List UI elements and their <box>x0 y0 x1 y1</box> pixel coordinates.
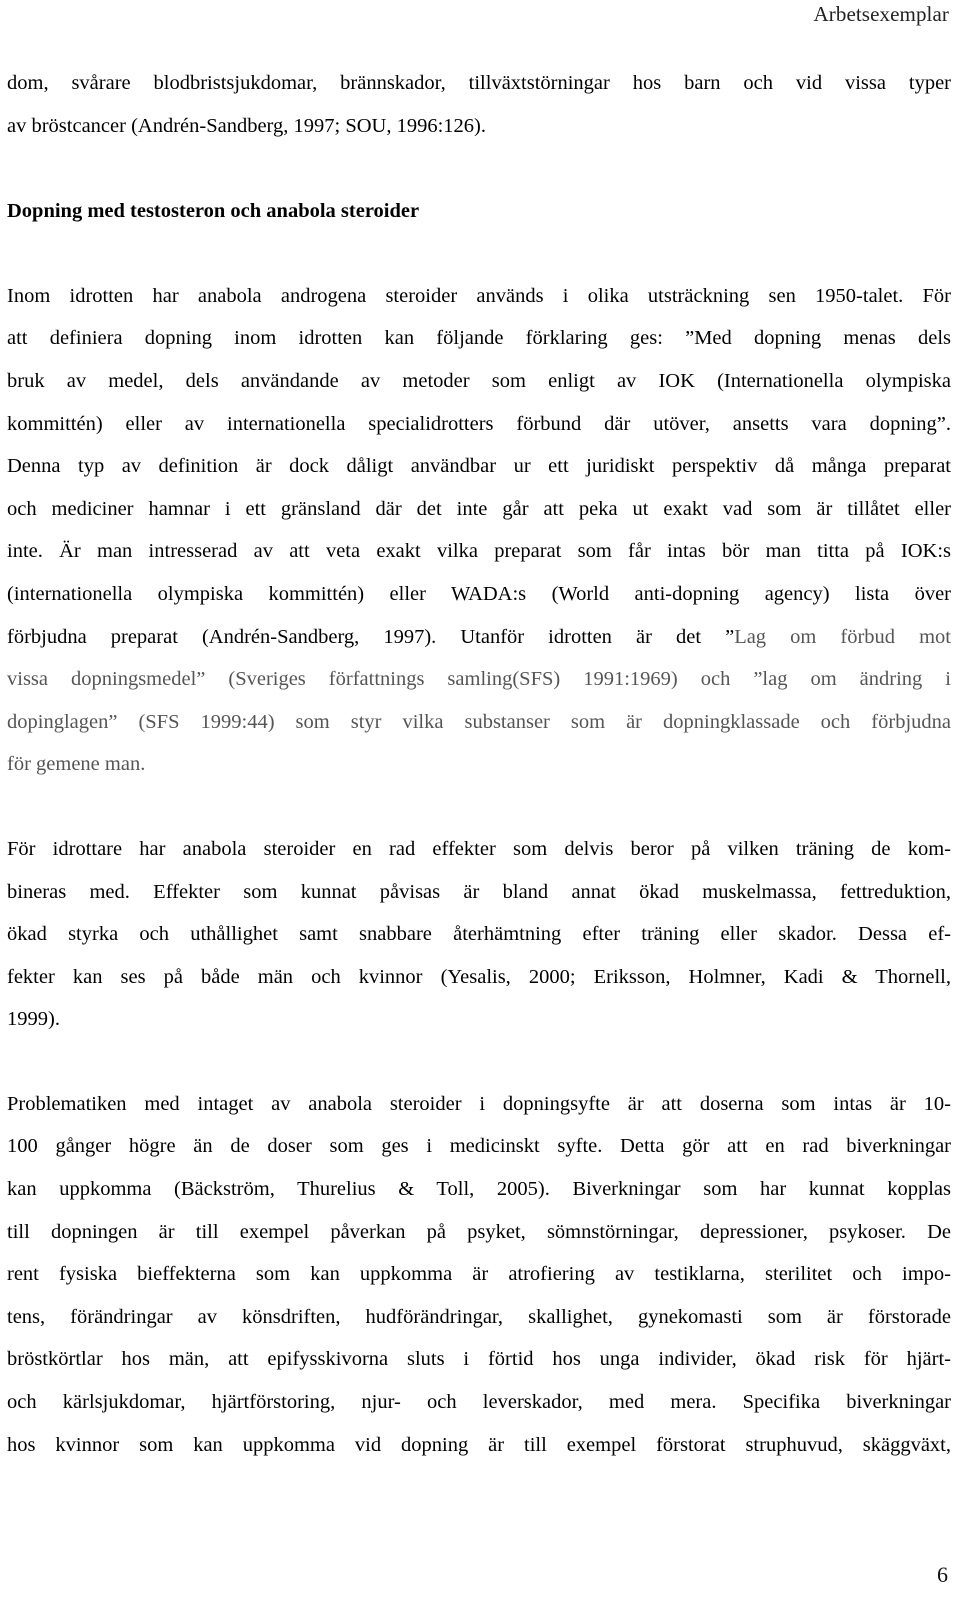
text-line: hos kvinnor som kan uppkomma vid dopning är till exempel förstorat struphuvud, skäggväxt, <box>7 1433 951 1456</box>
text-line: och mediciner hamnar i ett gränsland där det inte går att peka ut exakt vad som är tillåtet eller <box>7 497 951 520</box>
text-line: (internationella olympiska kommittén) eller WADA:s (World anti-dopning agency) lista över <box>7 582 951 605</box>
text-line: 100 gånger högre än de doser som ges i medicinskt syfte. Detta gör att en rad biverkningar <box>7 1135 951 1158</box>
paragraph-effects <box>7 828 951 1041</box>
text-line: och kärlsjukdomar, hjärtförstoring, njur- och leverskador, med mera. Specifika biverkningar <box>7 1391 951 1414</box>
text-line: fekter kan ses på både män och kvinnor (Yesalis, 2000; Eriksson, Holmner, Kadi & Thornell, <box>7 965 951 988</box>
page-number: 6 <box>937 1562 948 1587</box>
text-line: kommittén) eller av internationella specialidrotters förbund där utöver, ansetts vara dopning”. <box>7 412 951 435</box>
law-reference-line: dopinglagen” (SFS 1999:44) som styr vilka substanser som är dopningklassade och förbjudna <box>7 710 951 733</box>
paragraph-definition <box>7 275 951 786</box>
text-line: tens, förändringar av könsdriften, hudförändringar, skallighet, gynekomasti som är förstorade <box>7 1305 951 1328</box>
document-header: Arbetsexemplar <box>813 2 949 26</box>
text-line: Denna typ av definition är dock dåligt användbar ur ett juridiskt perspektiv då många preparat <box>7 455 951 478</box>
text-line: Problematiken med intaget av anabola steroider i dopningsyfte är att doserna som intas är 10- <box>7 1092 951 1115</box>
text-line: Inom idrotten har anabola androgena steroider används i olika utsträckning sen 1950-talet. För <box>7 284 951 307</box>
law-reference: Lag om förbud mot <box>734 625 951 648</box>
law-reference-line: för gemene man. <box>7 753 146 776</box>
text-line: bineras med. Effekter som kunnat påvisas är bland annat ökad muskelmassa, fettreduktion, <box>7 880 951 903</box>
text-line: att definiera dopning inom idrotten kan följande förklaring ges: ”Med dopning menas dels <box>7 327 951 350</box>
text-line: dom, svårare blodbristsjukdomar, brännskador, tillväxtstörningar hos barn och vid vissa typer <box>7 72 951 94</box>
text-line: av bröstcancer (Andrén-Sandberg, 1997; SOU, 1996:126). <box>7 114 486 137</box>
text-line-mixed <box>7 616 951 659</box>
text-segment: förbjudna preparat (Andrén-Sandberg, 1997). Utanför idrotten är det ” <box>7 625 735 648</box>
text-line: kan uppkomma (Bäckström, Thurelius & Toll, 2005). Biverkningar som har kunnat kopplas <box>7 1178 951 1201</box>
text-line: ökad styrka och uthållighet samt snabbare återhämtning efter träning eller skador. Dessa ef- <box>7 923 951 946</box>
text-line: rent fysiska bieffekterna som kan uppkomma är atrofiering av testiklarna, sterilitet och impo- <box>7 1263 951 1286</box>
document-body <box>7 62 951 1466</box>
text-line: 1999). <box>7 1008 60 1031</box>
text-line: till dopningen är till exempel påverkan på psyket, sömnstörningar, depressioner, psykoser. De <box>7 1220 951 1243</box>
paragraph-side-effects <box>7 1083 951 1466</box>
law-reference-line: vissa dopningsmedel” (Sveriges författnings samling(SFS) 1991:1969) och ”lag om ändring i <box>7 668 951 691</box>
text-line: bruk av medel, dels användande av metoder som enligt av IOK (Internationella olympiska <box>7 369 951 392</box>
text-line: bröstkörtlar hos män, att epifysskivorna sluts i förtid hos unga individer, ökad risk för hjärt- <box>7 1348 951 1371</box>
text-line: inte. Är man intresserad av att veta exakt vilka preparat som får intas bör man titta på IOK:s <box>7 540 951 563</box>
section-heading: Dopning med testosteron och anabola steroider <box>7 200 420 223</box>
paragraph-continuation <box>7 62 951 147</box>
text-line: För idrottare har anabola steroider en rad effekter som delvis beror på vilken träning de kom- <box>7 837 951 860</box>
